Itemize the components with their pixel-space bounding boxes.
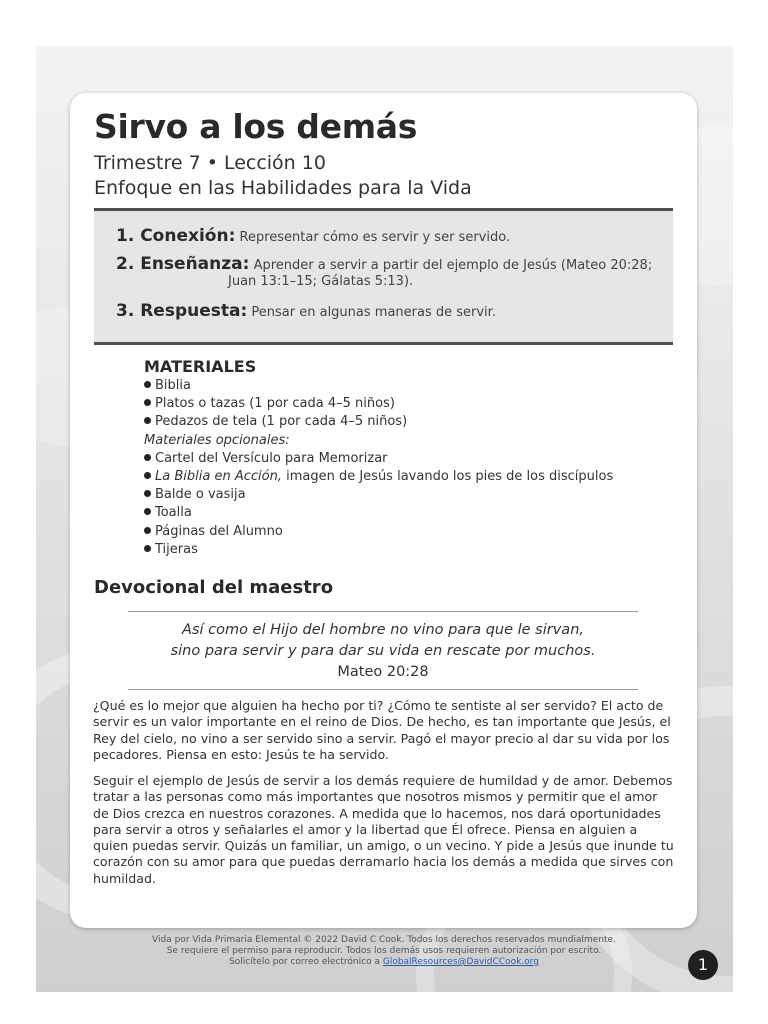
footer-line: Vida por Vida Primaria Elemental © 2022 David C Cook. Todos los derechos reservados mundialmente.	[152, 935, 616, 945]
step-label: 2. Enseñanza:	[116, 254, 250, 274]
step-response	[116, 302, 496, 322]
step-text: Pensar en algunas maneras de servir.	[251, 305, 496, 320]
materials-title: MATERIALES	[144, 357, 257, 376]
step-text: Aprender a servir a partir del ejemplo de Jesús (Mateo 20:28;	[253, 258, 653, 273]
step-teaching	[116, 255, 652, 275]
quote-line: Así como el Hijo del hombre no vino para que le sirvan,	[182, 622, 584, 638]
quote-reference: Mateo 20:28	[337, 664, 429, 680]
email-link[interactable]: GlobalResources@DavidCCook.org	[382, 957, 539, 967]
list-item: Toalla	[144, 504, 613, 522]
bullet-icon	[144, 417, 151, 424]
lesson-subtitle-quarter: Trimestre 7 • Lección 10	[94, 152, 326, 174]
list-item: La Biblia en Acción, imagen de Jesús lavando los pies de los discípulos	[144, 468, 613, 486]
materials-list	[144, 377, 613, 432]
bullet-icon	[144, 490, 151, 497]
list-item: Pedazos de tela (1 por cada 4–5 niños)	[144, 413, 613, 431]
lesson-title: Sirvo a los demás	[94, 107, 418, 146]
list-item: Biblia	[144, 377, 613, 395]
list-item: Platos o tazas (1 por cada 4–5 niños)	[144, 395, 613, 413]
materials-section	[144, 357, 613, 559]
list-item: Cartel del Versículo para Memorizar	[144, 450, 613, 468]
page-number-badge: 1	[688, 950, 718, 980]
devotional-paragraph: Seguir el ejemplo de Jesús de servir a los demás requiere de humildad y de amor. Debemos tratar a las personas como más importantes que nosotros mismos y permitir que el amor de Dios crezca en nuestros corazones. A medida que lo hacemos, nos dará oportunidades para servir a otros y señalarles el amor y la libertad que Él ofrece. Piensa en alguien a quien puedas servir. Quizás un familiar, un amigo, o un vecino. Y pide a Jesús que inunde tu corazón con su amor para que puedas derramarlo hacia los demás a medida que sirves con humildad.	[93, 773, 674, 886]
lesson-card	[70, 93, 697, 928]
optional-materials-title: Materiales opcionales:	[144, 432, 290, 448]
step-label: 1. Conexión:	[116, 226, 236, 246]
devotional-heading: Devocional del maestro	[94, 577, 334, 598]
bullet-icon	[144, 508, 151, 515]
quote-line: sino para servir y para dar su vida en rescate por muchos.	[170, 643, 596, 659]
bullet-icon	[144, 381, 151, 388]
list-item: Tijeras	[144, 541, 613, 559]
bullet-icon	[144, 472, 151, 479]
optional-materials-list	[144, 450, 613, 559]
footer-line: Se requiere el permiso para reproducir. Todos los demás usos requieren autorización por escrito.	[166, 946, 602, 956]
lesson-subtitle-focus: Enfoque en las Habilidades para la Vida	[94, 177, 472, 199]
scripture-quote	[128, 611, 638, 690]
copyright-footer	[120, 935, 648, 968]
list-item: Páginas del Alumno	[144, 523, 613, 541]
step-text: Representar cómo es servir y ser servido.	[239, 230, 511, 245]
book-title: La Biblia en Acción,	[155, 469, 282, 485]
bullet-icon	[144, 545, 151, 552]
bullet-icon	[144, 454, 151, 461]
list-item: Balde o vasija	[144, 486, 613, 504]
bullet-icon	[144, 527, 151, 534]
lesson-steps-box	[94, 208, 673, 345]
footer-line: Solicítelo por correo electrónico a GlobalResources@DavidCCook.org	[229, 957, 539, 967]
step-text-continued: Juan 13:1–15; Gálatas 5:13).	[228, 274, 414, 289]
step-label: 3. Respuesta:	[116, 301, 248, 321]
devotional-paragraph: ¿Qué es lo mejor que alguien ha hecho por ti? ¿Cómo te sentiste al ser servido? El acto de servir es un valor importante en el reino de Dios. De hecho, es tan importante que Jesús, el Rey del cielo, no vino a ser servido sino a servir. Pagó el mayor precio al dar su vida por los pecadores. Piensa en esto: Jesús te ha servido.	[93, 698, 671, 762]
step-connection	[116, 227, 510, 247]
bullet-icon	[144, 399, 151, 406]
